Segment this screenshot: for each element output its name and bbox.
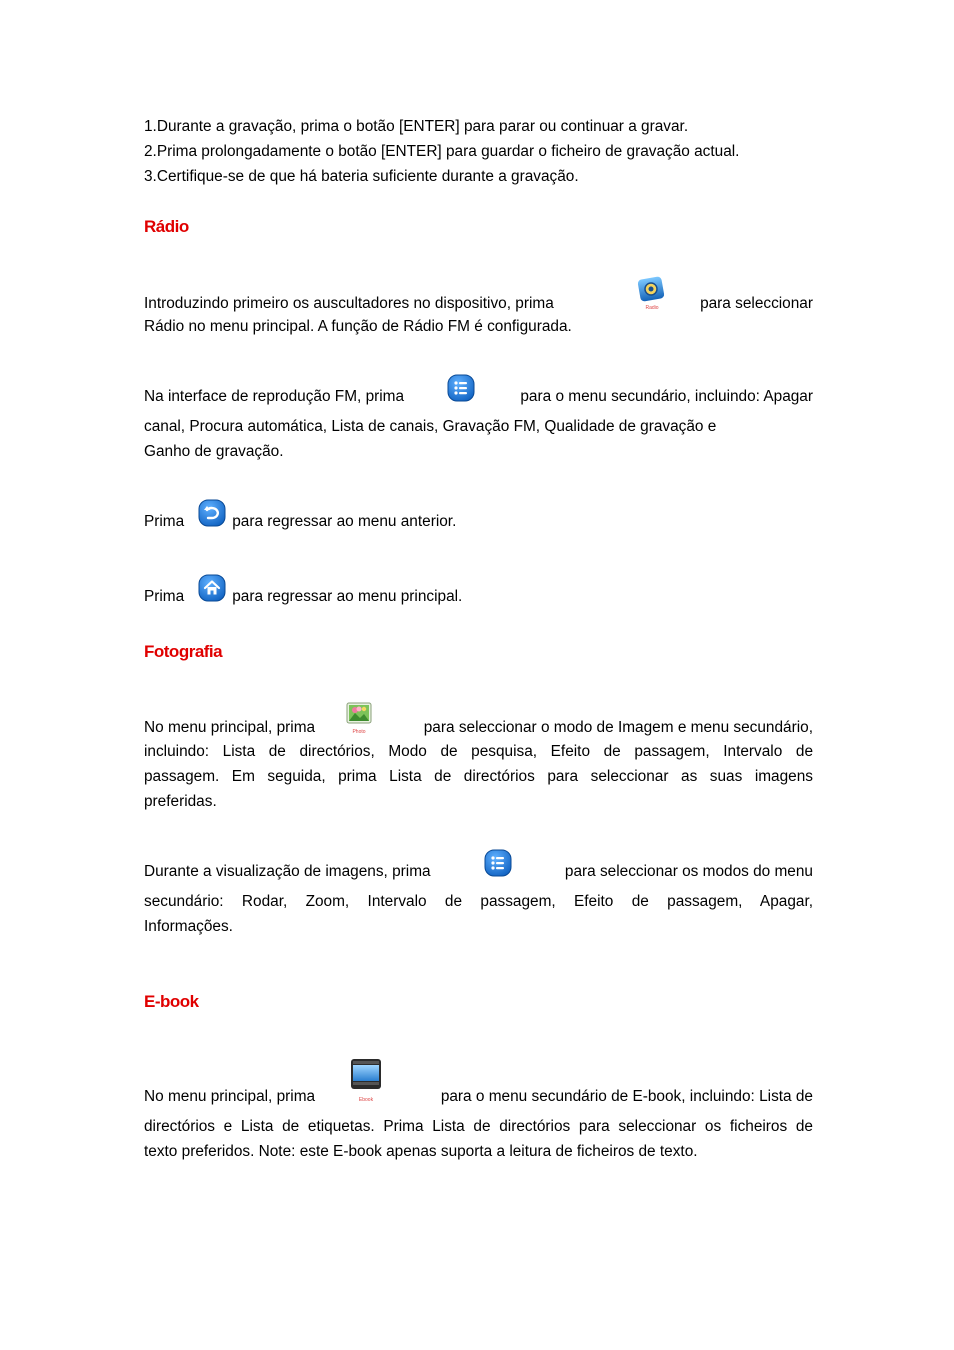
photo-paragraph-2-line-1	[144, 862, 813, 882]
photo-p1-line-3: passagem. Em seguida, prima Lista de directórios para seleccionar as suas imagens	[144, 768, 813, 785]
menu-list-icon	[447, 374, 475, 402]
radio-paragraph-1-line-1	[144, 294, 813, 314]
photo-paragraph-2-line-2	[144, 892, 813, 912]
ebook-p1-text-after: para o menu secundário de E-book, incluindo: Lista de	[440, 1088, 813, 1105]
radio-back-line	[144, 512, 456, 532]
photo-paragraph-1-line-2	[144, 742, 813, 762]
radio-home-text-before: Prima	[144, 588, 185, 605]
recording-note-3: 3.Certifique-se de que há bateria suficiente durante a gravação.	[144, 168, 579, 185]
radio-p1-text-before: Introduzindo primeiro os auscultadores no dispositivo, prima	[144, 295, 554, 312]
photo-heading: Fotografia	[144, 642, 223, 661]
menu-list-icon	[484, 849, 512, 877]
radio-home-line	[144, 587, 462, 607]
radio-icon-label: Radio	[645, 305, 659, 311]
radio-back-text-after: para regressar ao menu anterior.	[232, 513, 457, 530]
ebook-paragraph-1-line-2	[144, 1117, 813, 1137]
photo-p2-text-before: Durante a visualização de imagens, prima	[144, 863, 431, 880]
ebook-icon-label: Ebook	[358, 1097, 374, 1103]
photo-paragraph-1-line-4: preferidas.	[144, 793, 217, 810]
photo-p2-text-after: para seleccionar os modos do menu	[564, 863, 813, 880]
radio-p1-text-after: para seleccionar	[700, 295, 813, 312]
radio-p2-text-after: para o menu secundário, incluindo: Apagar	[520, 388, 813, 405]
ebook-p1-text-before: No menu principal, prima	[144, 1088, 316, 1105]
home-icon	[198, 574, 226, 602]
back-arrow-icon	[198, 499, 226, 527]
ebook-paragraph-1-line-3: texto preferidos. Note: este E-book apenas suporta a leitura de ficheiros de texto.	[144, 1143, 698, 1160]
radio-paragraph-2-line-1	[144, 387, 813, 407]
ebook-paragraph-1-line-1	[144, 1087, 813, 1107]
radio-p2-text-before: Na interface de reprodução FM, prima	[144, 388, 405, 405]
photo-paragraph-1-line-3	[144, 767, 813, 787]
photo-p1-line-2: incluindo: Lista de directórios, Modo de pesquisa, Efeito de passagem, Intervalo de	[144, 743, 813, 760]
photo-paragraph-2-line-3: Informações.	[144, 918, 233, 935]
photo-p1-text-before: No menu principal, prima	[144, 719, 316, 736]
ebook-heading: E-book	[144, 992, 199, 1011]
radio-back-text-before: Prima	[144, 513, 185, 530]
radio-home-text-after: para regressar ao menu principal.	[232, 588, 463, 605]
recording-note-1: 1.Durante a gravação, prima o botão [ENTER] para parar ou continuar a gravar.	[144, 118, 689, 135]
photo-icon-label: Photo	[352, 729, 366, 735]
photo-app-icon	[343, 700, 375, 736]
ebook-app-icon	[348, 1057, 384, 1105]
photo-paragraph-1-line-1	[144, 718, 813, 738]
radio-paragraph-2-line-2: canal, Procura automática, Lista de canais, Gravação FM, Qualidade de gravação e	[144, 418, 717, 435]
recording-note-2: 2.Prima prolongadamente o botão [ENTER] para guardar o ficheiro de gravação actual.	[144, 143, 740, 160]
photo-p2-line-2: secundário: Rodar, Zoom, Intervalo de passagem, Efeito de passagem, Apagar,	[144, 893, 813, 910]
radio-app-icon	[636, 276, 668, 312]
photo-p1-text-after: para seleccionar o modo de Imagem e menu secundário,	[423, 719, 813, 736]
ebook-p1-line-2: directórios e Lista de etiquetas. Prima Lista de directórios para seleccionar os ficheiros de	[144, 1118, 813, 1135]
radio-paragraph-2-line-3: Ganho de gravação.	[144, 443, 284, 460]
radio-heading: Rádio	[144, 217, 189, 236]
radio-paragraph-1-line-2: Rádio no menu principal. A função de Rádio FM é configurada.	[144, 318, 572, 335]
